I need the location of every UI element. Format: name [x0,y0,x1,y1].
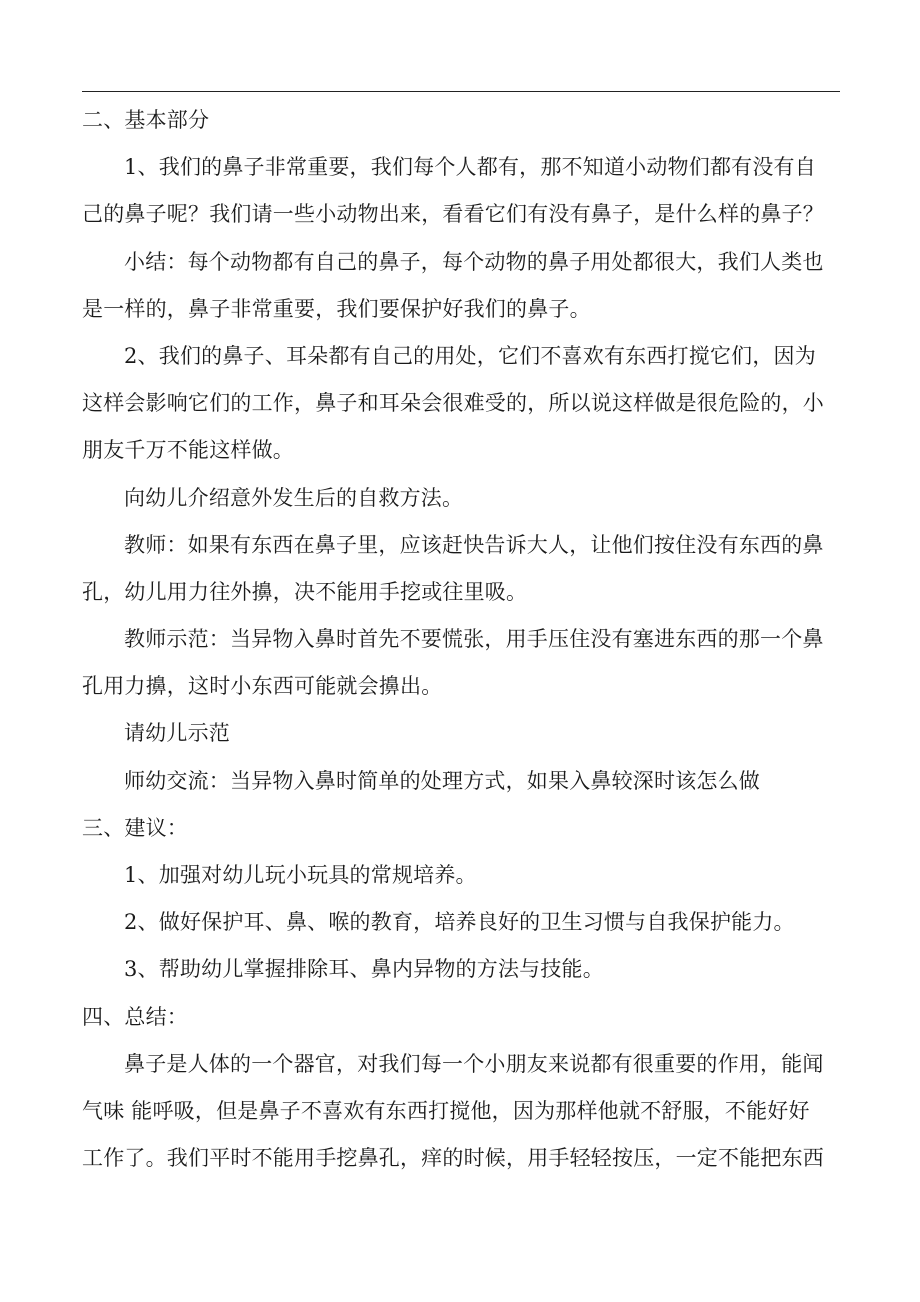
paragraph-line: 这样会影响它们的工作，鼻子和耳朵会很难受的，所以说这样做是很危险的，小 [82,391,824,416]
section-heading-summary: 四、总结： [82,1004,188,1029]
paragraph-line: 朋友千万不能这样做。 [82,438,294,463]
paragraph-line: 气味 能呼吸，但是鼻子不喜欢有东西打搅他，因为那样他就不舒服，不能好好 [82,1098,810,1123]
section-heading-suggestions: 三、建议： [82,815,188,840]
paragraph-line: 孔，幼儿用力往外擤，决不能用手挖或往里吸。 [82,579,528,604]
list-item: 3、帮助幼儿掌握排除耳、鼻内异物的方法与技能。 [124,957,604,982]
paragraph-line: 小结：每个动物都有自己的鼻子，每个动物的鼻子用处都很大，我们人类也 [124,249,824,274]
paragraph-line: 教师：如果有东西在鼻子里，应该赶快告诉大人，让他们按住没有东西的鼻 [124,532,824,557]
list-item: 1、加强对幼儿玩小玩具的常规培养。 [124,863,477,887]
paragraph-line: 是一样的，鼻子非常重要，我们要保护好我们的鼻子。 [82,296,591,321]
paragraph-line: 教师示范：当异物入鼻时首先不要慌张，用手压住没有塞进东西的那一个鼻 [124,627,824,652]
document-body [82,97,840,1182]
paragraph-line: 己的鼻子呢？我们请一些小动物出来，看看它们有没有鼻子，是什么样的鼻子？ [82,202,824,227]
paragraph-line: 鼻子是人体的一个器官，对我们每一个小朋友来说都有很重要的作用，能闻 [124,1051,824,1076]
paragraph-line: 孔用力擤，这时小东西可能就会擤出。 [82,674,443,699]
section-heading-basic: 二、基本部分 [82,108,210,132]
header-rule [82,91,840,92]
paragraph-line: 向幼儿介绍意外发生后的自救方法。 [124,485,464,510]
paragraph-line: 2、我们的鼻子、耳朵都有自己的用处，它们不喜欢有东西打搅它们，因为 [124,343,816,368]
list-item: 2、做好保护耳、鼻、喉的教育，培养良好的卫生习惯与自我保护能力。 [124,910,795,935]
paragraph-line: 1、我们的鼻子非常重要，我们每个人都有，那不知道小动物们都有没有自 [124,155,816,180]
paragraph-line: 工作了。我们平时不能用手挖鼻孔，痒的时候，用手轻轻按压，一定不能把东西 [82,1146,824,1171]
paragraph-line: 请幼儿示范 [124,721,230,746]
paragraph-line: 师幼交流：当异物入鼻时简单的处理方式，如果入鼻较深时该怎么做 [124,768,760,793]
